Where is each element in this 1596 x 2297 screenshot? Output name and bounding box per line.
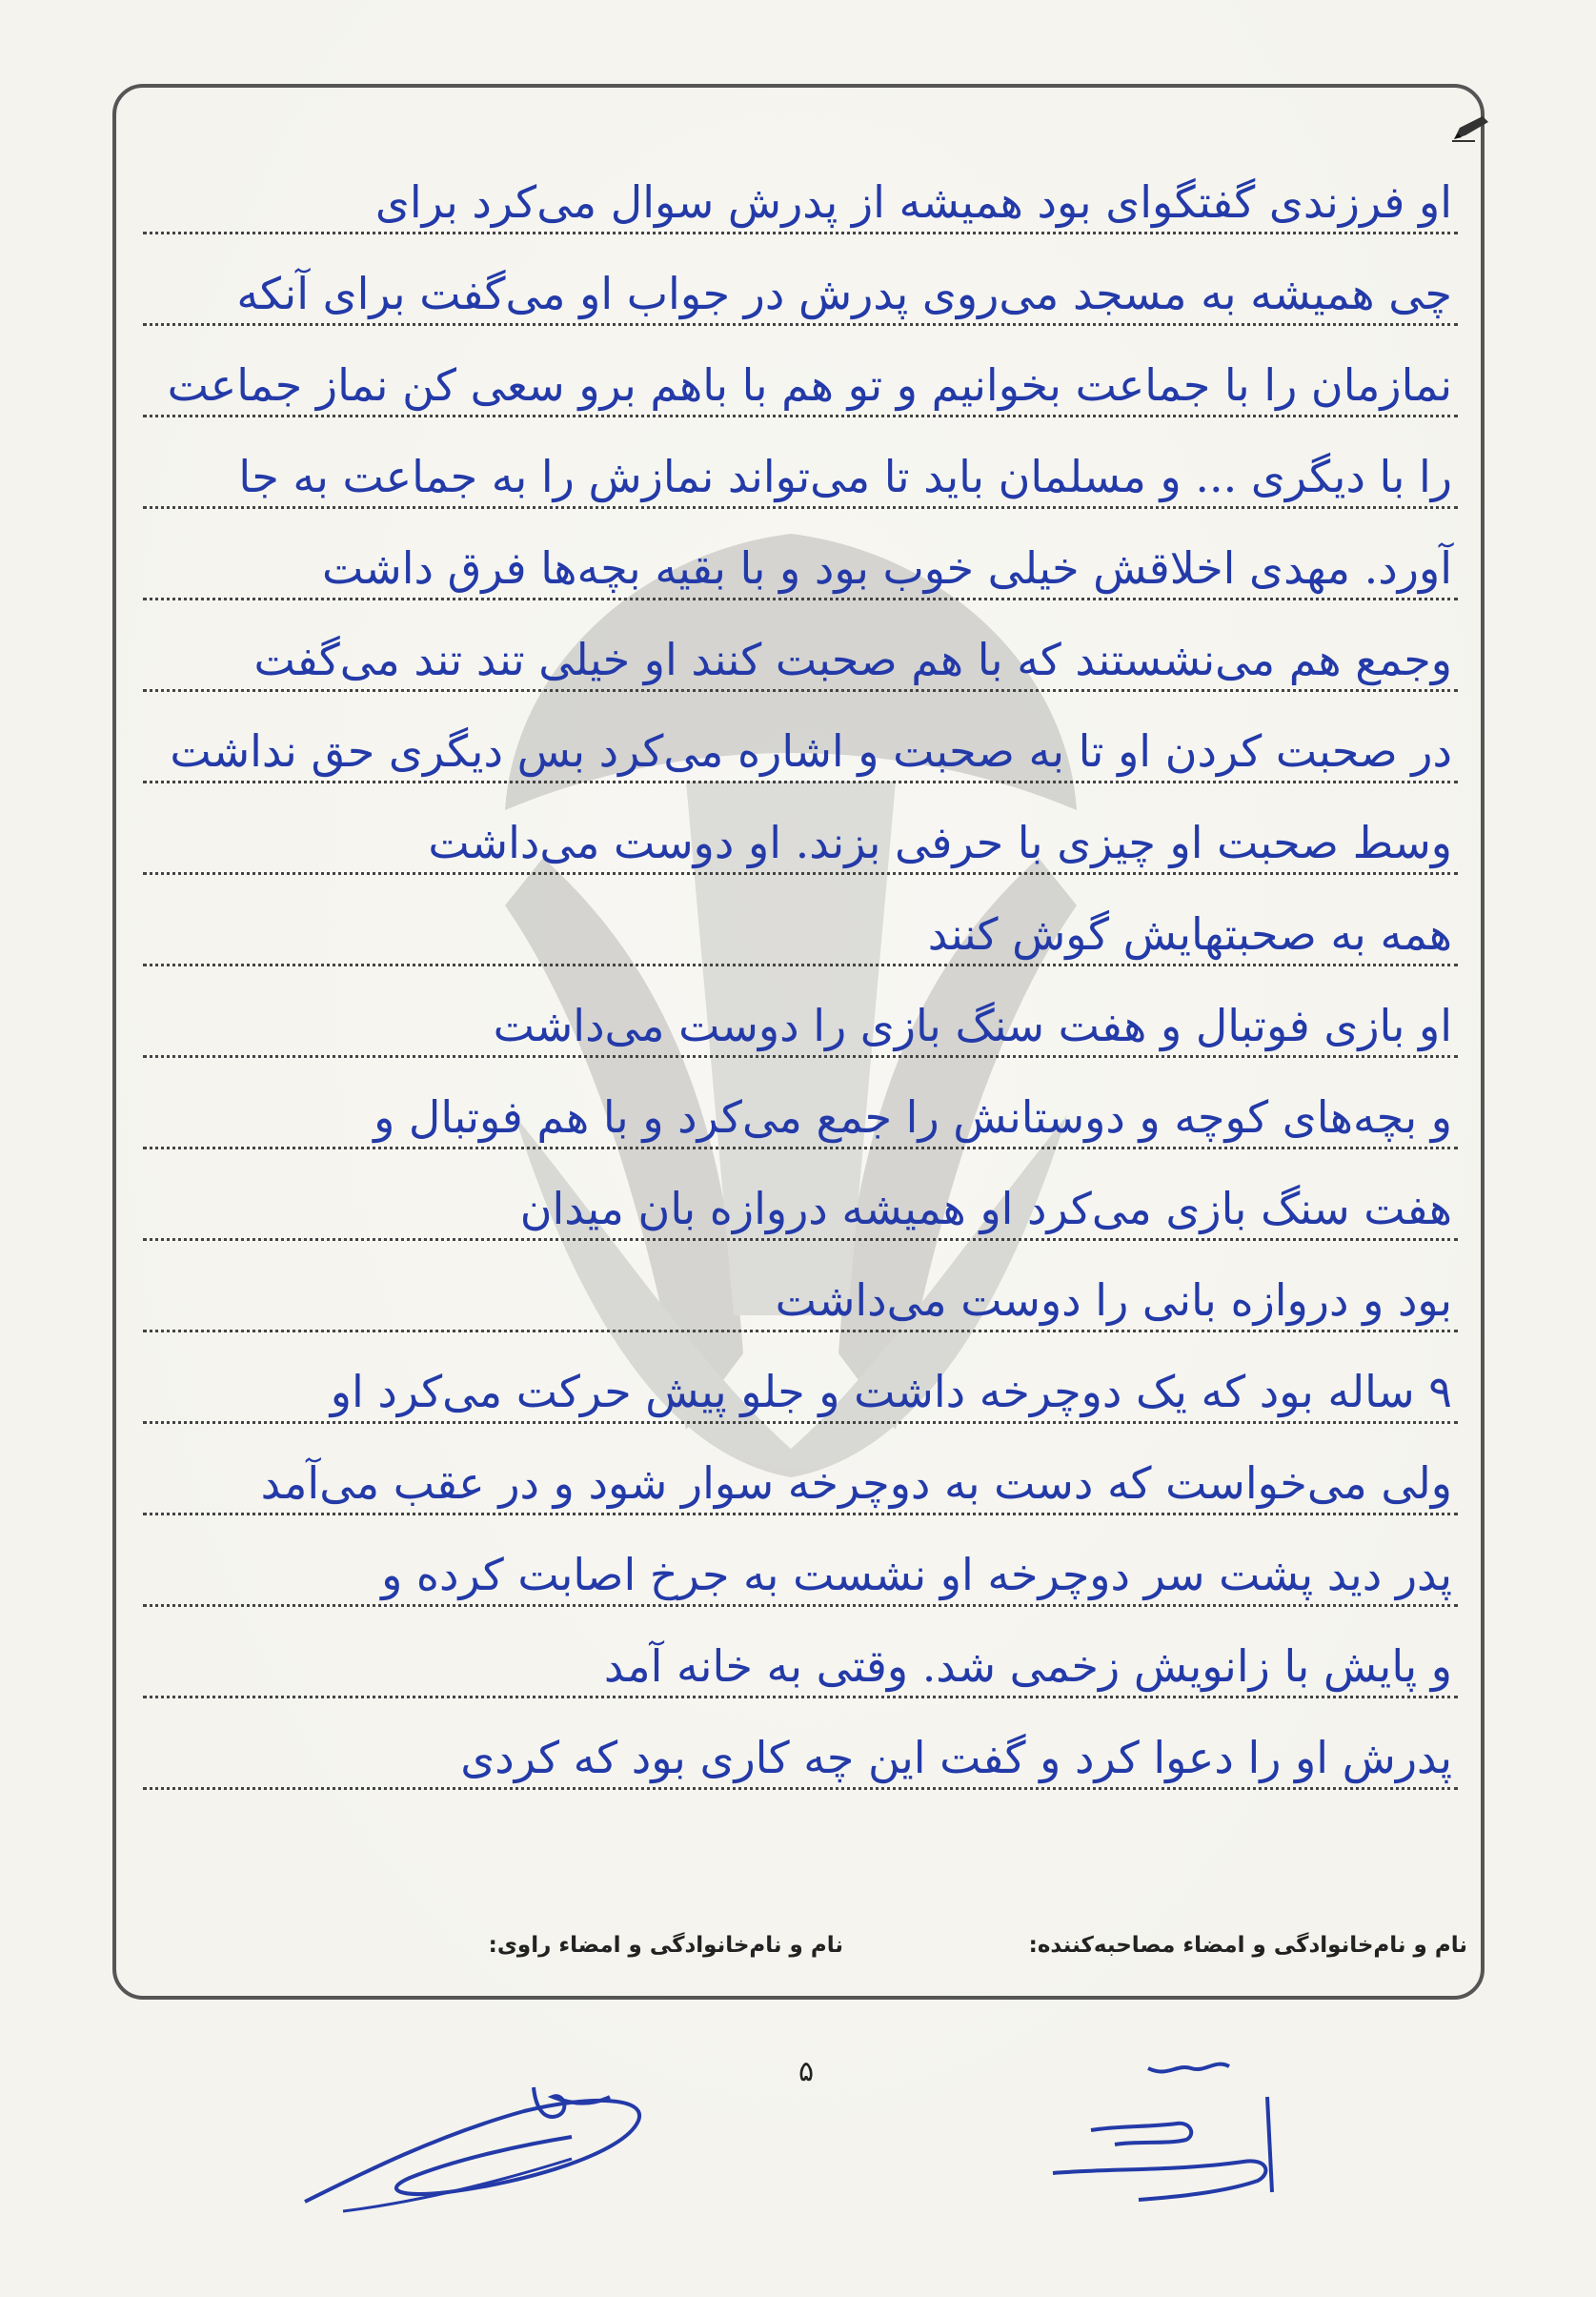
pen-icon xyxy=(1450,114,1490,143)
handwritten-line-text: پدر دید پشت سر دوچرخه او نشست به جرخ اصابت کرده و xyxy=(381,1549,1452,1600)
text-line xyxy=(143,143,1458,234)
handwritten-line-text: را با دیگری ... و مسلمان باید تا می‌تواند نمازش را به جماعت به جا xyxy=(238,451,1452,502)
text-line xyxy=(143,966,1458,1058)
handwritten-line-text: همه به صحبتهایش گوش کنند xyxy=(927,908,1452,960)
text-line xyxy=(143,1698,1458,1790)
handwritten-line-text: و پایش با زانویش زخمی شد. وقتی به خانه آمد xyxy=(603,1640,1452,1692)
text-line xyxy=(143,875,1458,966)
handwritten-line-text: ولی می‌خواست که دست به دوچرخه سوار شود و در عقب می‌آمد xyxy=(260,1457,1452,1509)
handwritten-line-text: او بازی فوتبال و هفت سنگ بازی را دوست می‌داشت xyxy=(493,1000,1452,1051)
text-line xyxy=(143,326,1458,417)
text-line xyxy=(143,1241,1458,1332)
text-line xyxy=(143,234,1458,326)
signature-left xyxy=(286,2068,686,2221)
text-line xyxy=(143,1424,1458,1515)
page-number: ۵ xyxy=(798,2055,815,2088)
narrator-signature-label: نام و نام‌خانوادگی و امضاء راوی: xyxy=(488,1933,843,1958)
text-line xyxy=(143,417,1458,509)
interviewer-signature-label: نام و نام‌خانوادگی و امضاء مصاحبه‌کننده: xyxy=(1028,1933,1467,1958)
text-line xyxy=(143,692,1458,783)
signature-labels xyxy=(343,1933,1467,1971)
handwritten-line-text: وسط صحبت او چیزی با حرفی بزند. او دوست می‌داشت xyxy=(428,817,1452,868)
handwritten-line-text: آورد. مهدی اخلاقش خیلی خوب بود و با بقیه بچه‌ها فرق داشت xyxy=(321,542,1452,594)
text-line xyxy=(143,783,1458,875)
text-line xyxy=(143,1332,1458,1424)
handwritten-line-text: ۹ ساله بود که یک دوچرخه داشت و جلو پیش حرکت می‌کرد او xyxy=(330,1366,1452,1417)
signature-right xyxy=(1034,2049,1320,2211)
text-line xyxy=(143,509,1458,600)
handwritten-line-text: بود و دروازه بانی را دوست می‌داشت xyxy=(775,1274,1452,1326)
text-line xyxy=(143,1607,1458,1698)
text-line xyxy=(143,1149,1458,1241)
handwritten-line-text: او فرزندی گفتگو‌ای بود همیشه از پدرش سوال می‌کرد برای xyxy=(374,176,1452,228)
handwritten-line-text: هفت سنگ بازی می‌کرد او همیشه دروازه بان میدان xyxy=(519,1183,1452,1234)
text-line xyxy=(143,600,1458,692)
handwritten-line-text: و بچه‌های کوچه و دوستانش را جمع می‌کرد و با هم فوتبال و xyxy=(374,1091,1452,1143)
text-line xyxy=(143,1058,1458,1149)
handwritten-line-text: نمازمان را با جماعت بخوانیم و تو هم با باهم برو سعی کن نماز جماعت xyxy=(167,359,1452,411)
handwritten-line-text: وجمع هم می‌نشستند که با هم صحبت کنند او خیلی تند تند می‌گفت xyxy=(253,634,1452,685)
handwritten-line-text: چی همیشه به مسجد می‌روی پدرش در جواب او می‌گفت برای آنکه xyxy=(236,268,1452,319)
handwritten-line-text: پدرش او را دعوا کرد و گفت این چه کاری بود که کردی xyxy=(460,1732,1452,1783)
handwritten-line-text: در صحبت کردن او تا به صحبت و اشاره می‌کرد بس دیگری حق نداشت xyxy=(170,725,1452,777)
text-line xyxy=(143,1515,1458,1607)
